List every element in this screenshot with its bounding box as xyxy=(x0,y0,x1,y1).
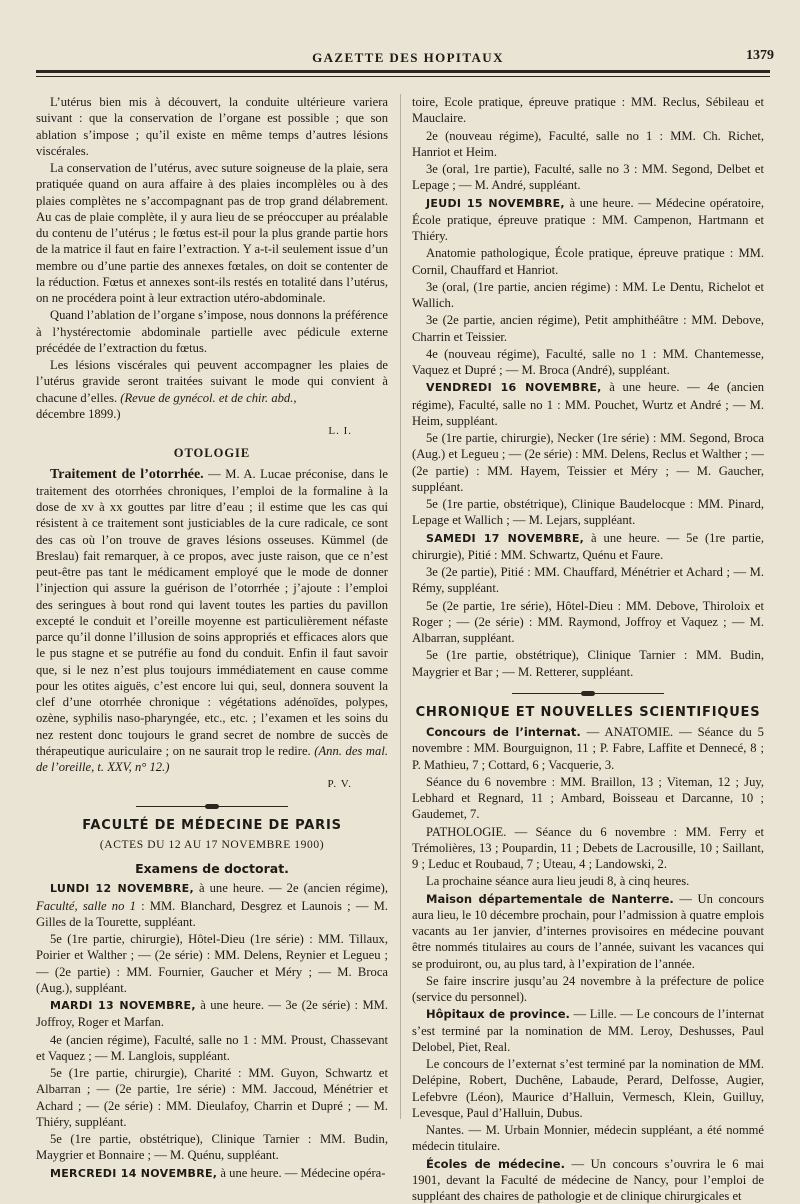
entry-text: : MM. Blanchard, Desgrez et Launois ; — M. Gilles de la Tourette, suppléant. xyxy=(36,899,388,929)
exam-entry: 5e (2e partie, 1re série), Hôtel-Dieu : MM. Debove, Thiroloix et Roger ; — (2e série) : MM. Raymond, Joffroy et Vaquez ; — M. Albarran, suppléant. xyxy=(412,598,764,647)
entry-text: à une heure. — 5e (1re partie, chirurgie), Pitié : MM. Schwartz, Quénu et Faure. xyxy=(412,531,764,562)
faculte-subheading: (ACTES DU 12 AU 17 NOVEMBRE 1900) xyxy=(36,837,388,853)
day-label: LUNDI 12 NOVEMBRE, xyxy=(50,882,194,895)
paragraph xyxy=(36,357,388,422)
exam-entry xyxy=(36,880,388,930)
news-text: — Un concours aura lieu, le 10 décembre prochain, pour l’admission à quatre emplois vacants au 1er janvier, d’internes provisoires en médecine pouvant être nommés titulaires au cours de l’année, suivant les vacances qui se produiront, ou, au plus tard, à l’expiration de l’année. xyxy=(412,892,764,971)
section-ornament xyxy=(412,690,764,697)
news-lead: Concours de l’internat. xyxy=(426,725,581,739)
news-item: Nantes. — M. Urbain Monnier, médecin suppléant, a été nommé médecin titulaire. xyxy=(412,1122,764,1155)
running-title: GAZETTE DES HOPITAUX xyxy=(36,50,780,66)
exam-entry: 5e (1re partie, obstétrique), Clinique Baudelocque : MM. Pinard, Lepage et Wallich ; — M. Lejars, suppléant. xyxy=(412,496,764,529)
paragraph: L’utérus bien mis à découvert, la conduite ultérieure variera suivant : que la conservation de l’organe est possible ; que son ablation s’impose ; qu’il existe en même temps d’autres lésions viscérales. xyxy=(36,94,388,159)
news-item xyxy=(412,724,764,773)
news-item: PATHOLOGIE. — Séance du 6 novembre : MM. Ferry et Trémolières, 13 ; Poupardin, 11 ; Debets de Lacrousille, 10 ; Saillant, 9 ; Leduc et Roubaud, 7 ; Uteau, 4 ; Landowski, 2. xyxy=(412,824,764,873)
paragraph: Quand l’ablation de l’organe s’impose, nous donnons la préférence à l’hystérectomie abdominale partielle avec pédicule externe précédée de l’extraction du fœtus. xyxy=(36,307,388,356)
day-label: MERCREDI 14 NOVEMBRE, xyxy=(50,1167,217,1180)
exam-entry: 5e (1re partie, chirurgie), Necker (1re série) : MM. Segond, Broca (Aug.) et Legueu ; — (2e série) : MM. Delens, Reclus et Walther ; — (2e partie) : MM. Hayem, Teissier et Méry ; — M. Gaucher, suppléant. xyxy=(412,430,764,495)
entry-text: à une heure. — 3e (2e série) : MM. Joffroy, Roger et Marfan. xyxy=(36,998,388,1029)
exam-entry: 4e (nouveau régime), Faculté, salle no 1 : MM. Chantemesse, Vaquez et Dupré ; — M. Broca (André), suppléant. xyxy=(412,346,764,379)
examens-heading: Examens de doctorat. xyxy=(36,861,388,877)
news-item xyxy=(412,891,764,972)
paragraph: La conservation de l’utérus, avec suture soigneuse de la plaie, sera pratiquée quand on aura affaire à des plaies incomplèles ou à des plaies complètes ne s’accompagnant pas de trop grand délabrement. Au cas de plaie complète, il y aura lieu de se préoccuper au préalable du contenu de l’utérus ; le fœtus est-il pour la plus grande partie hors de la matrice il faut en faire l’extraction. Y a-t-il seulement issue d’un membre ou d’une partie des annexes fœtales, on doit se contenter de la réduction. Fœtus et annexes sont-ils restés en totalité dans l’utérus, on ne procédera point à leur extraction utéro-abdominale. xyxy=(36,160,388,306)
entry-text: à une heure. — 2e (ancien régime), xyxy=(194,881,388,895)
news-text: — ANATOMIE. — Séance du 5 novembre : MM. Bourguignon, 11 ; P. Fabre, Laffite et Dennecé, 8 ; P. Mathieu, 7 ; Cottard, 6 ; Vacquerie, 3. xyxy=(412,725,764,772)
section-ornament xyxy=(36,803,388,810)
entry-place: Faculté, salle no 1 xyxy=(36,899,136,913)
news-item xyxy=(412,1006,764,1055)
citation-date: décembre 1899.) xyxy=(36,407,121,421)
news-lead: Hôpitaux de province. xyxy=(426,1007,570,1021)
chronique-heading: CHRONIQUE ET NOUVELLES SCIENTIFIQUES xyxy=(412,705,764,721)
paragraph xyxy=(36,466,388,776)
news-item: Se faire inscrire jusqu’au 24 novembre à la préfecture de police (service du personnel). xyxy=(412,973,764,1006)
exam-entry: toire, Ecole pratique, épreuve pratique : MM. Reclus, Sébileau et Mauclaire. xyxy=(412,94,764,127)
news-item: Séance du 6 novembre : MM. Braillon, 13 ; Viteman, 12 ; Juy, Lebhard et Regnard, 11 ; Ambard, Boisseau et Darcanne, 10 ; Gaudemet, 7. xyxy=(412,774,764,823)
exam-entry xyxy=(412,195,764,245)
exam-entry: 2e (nouveau régime), Faculté, salle no 1 : MM. Ch. Richet, Hanriot et Heim. xyxy=(412,128,764,161)
exam-entry: 3e (2e partie, ancien régime), Petit amphithéâtre : MM. Debove, Charrin et Teissier. xyxy=(412,312,764,345)
exam-entry: 3e (oral, (1re partie, ancien régime) : MM. Le Dentu, Richelot et Wallich. xyxy=(412,279,764,312)
news-text: — Lille. — Le concours de l’internat s’est terminé par la nomination de MM. Leroy, Deshusses, Paul Delobel, Piet, Real. xyxy=(412,1007,764,1054)
header-rule-thick xyxy=(36,70,770,73)
article-lead: Traitement de l’otorrhée. xyxy=(50,467,204,482)
exam-entry: 5e (1re partie, chirurgie), Hôtel-Dieu (1re série) : MM. Tillaux, Poirier et Walther ; — (2e série) : MM. Delens, Reynier et Legueu ; — (2e partie) : MM. Fournier, Gaucher et Méry ; — M. Broca (Aug.), suppléant. xyxy=(36,931,388,996)
paragraph-text: Les lésions viscérales qui peuvent accompagner les plaies de l’utérus gravide seront traitées suivant le mode qui convient à chacune d’elles. xyxy=(36,358,388,405)
author-signature: P. V. xyxy=(36,776,352,792)
header-rule-thin xyxy=(36,76,770,77)
faculte-heading: FACULTÉ DE MÉDECINE DE PARIS xyxy=(36,818,388,834)
exam-entry: 5e (1re partie, obstétrique), Clinique Tarnier : MM. Budin, Maygrier et Bonnaire ; — M. Quénu, suppléant. xyxy=(36,1131,388,1164)
exam-entry xyxy=(412,530,764,564)
news-item: La prochaine séance aura lieu jeudi 8, à cinq heures. xyxy=(412,873,764,889)
news-item: Le concours de l’externat s’est terminé par la nomination de MM. Delépine, Robert, Duchêne, Labaude, Perard, Delfosse, Augier, Lefebvre (Léon), Maurice d’Halluin, Vermesch, Klein, Guilluy, Levesque, Paul d’Halluin, Dubus. xyxy=(412,1056,764,1121)
entry-text: à une heure. — 4e (ancien régime), Faculté, salle no 1 : MM. Pouchet, Wurtz et André ; — M. Heim, suppléant. xyxy=(412,380,764,428)
article-author: — M. A. Lucae préconise, dans le xyxy=(204,467,388,481)
citation: (Ann. des mal. de l’oreille, t. XXV, n° 12.) xyxy=(36,744,388,774)
day-label: JEUDI 15 NOVEMBRE, xyxy=(426,197,565,210)
author-signature: L. I. xyxy=(36,423,352,439)
exam-entry xyxy=(36,1165,388,1182)
paragraph-text: traitement des otorrhées chroniques, l’emploi de la formaline à la dose de xv à xx gouttes par litre d’eau ; il estime que les cas qui résistent à ce traitement sont justiciables de la cure radicale, ce sont des cas où l’on trouve de graves lésions osseuses. Kümmel (de Breslau) fait remarquer, à ce propos, avec juste raison, que ce n’est peut-être pas tant le médicament employé que le mode de donner l’injection qui assure la guérison de l’otorrhée ; j’ajoute : l’emploi des seringues à bout rond qui lavent toutes les parties du pavillon excepté le conduit et l’oreille moyenne est particulièrement néfaste parce qu’il donne l’illusion de soins appropriés et efficaces alors que le pus stagne et se putréfie au fond du conduit. Enfin il faut savoir que, si le nez n’est plus toujours immédiatement en cause comme pour les otites aiguës, c’est encore lui qui, seul, donnera souvent la clef d’une otorrhée chronique : végétations adénoïdes, polypes, ozène, syphilis naso-pharyngée, etc., etc. ; l’examen et les soins du nez restent donc toujours le grand secret de nombre de succès de thérapeutique auriculaire ; on ne saurait trop le redire. xyxy=(36,484,388,758)
exam-entry: 5e (1re partie, obstétrique), Clinique Tarnier : MM. Budin, Maygrier et Bar ; — M. Retterer, suppléant. xyxy=(412,647,764,680)
column-divider xyxy=(400,94,401,1119)
exam-entry xyxy=(36,997,388,1031)
page-number: 1379 xyxy=(746,48,774,64)
citation: (Revue de gynécol. et de chir. abd., xyxy=(120,391,296,405)
left-column xyxy=(36,94,388,1131)
entry-text: à une heure. — Médecine opératoire, École pratique, épreuve pratique : MM. Campenon, Hartmann et Thiéry. xyxy=(412,196,764,244)
exam-entry: 5e (1re partie, chirurgie), Charité : MM. Guyon, Schwartz et Albarran ; — (2e partie, 1re série) : MM. Jaccoud, Ménétrier et Achard ; — (2e série) : MM. Dieulafoy, Charrin et Dupré ; — M. Thiéry, suppléant. xyxy=(36,1065,388,1130)
otologie-heading: OTOLOGIE xyxy=(36,445,388,461)
day-label: SAMEDI 17 NOVEMBRE, xyxy=(426,532,584,545)
entry-text: à une heure. — Médecine opéra- xyxy=(217,1166,385,1180)
news-item xyxy=(412,1156,764,1204)
day-label: VENDREDI 16 NOVEMBRE, xyxy=(426,381,602,394)
page-header xyxy=(36,46,780,66)
news-lead: Écoles de médecine. xyxy=(426,1157,565,1171)
exam-entry: 3e (2e partie), Pitié : MM. Chauffard, Ménétrier et Achard ; — M. Rémy, suppléant. xyxy=(412,564,764,597)
exam-entry: 4e (ancien régime), Faculté, salle no 1 : MM. Proust, Chassevant et Vaquez ; — M. Langlois, suppléant. xyxy=(36,1032,388,1065)
right-column xyxy=(412,94,764,1131)
exam-entry xyxy=(412,379,764,429)
exam-entry: 3e (oral, 1re partie), Faculté, salle no 3 : MM. Segond, Delbet et Lepage ; — M. André, suppléant. xyxy=(412,161,764,194)
day-label: MARDI 13 NOVEMBRE, xyxy=(50,999,196,1012)
news-lead: Maison départementale de Nanterre. xyxy=(426,892,674,906)
news-text: — Un concours s’ouvrira le 6 mai 1901, devant la Faculté de médecine de Nancy, pour l’emploi de suppléant des chaires de pathologie et de clinique chirurgicales et xyxy=(412,1157,764,1204)
exam-entry: Anatomie pathologique, École pratique, épreuve pratique : MM. Cornil, Chauffard et Hanriot. xyxy=(412,245,764,278)
